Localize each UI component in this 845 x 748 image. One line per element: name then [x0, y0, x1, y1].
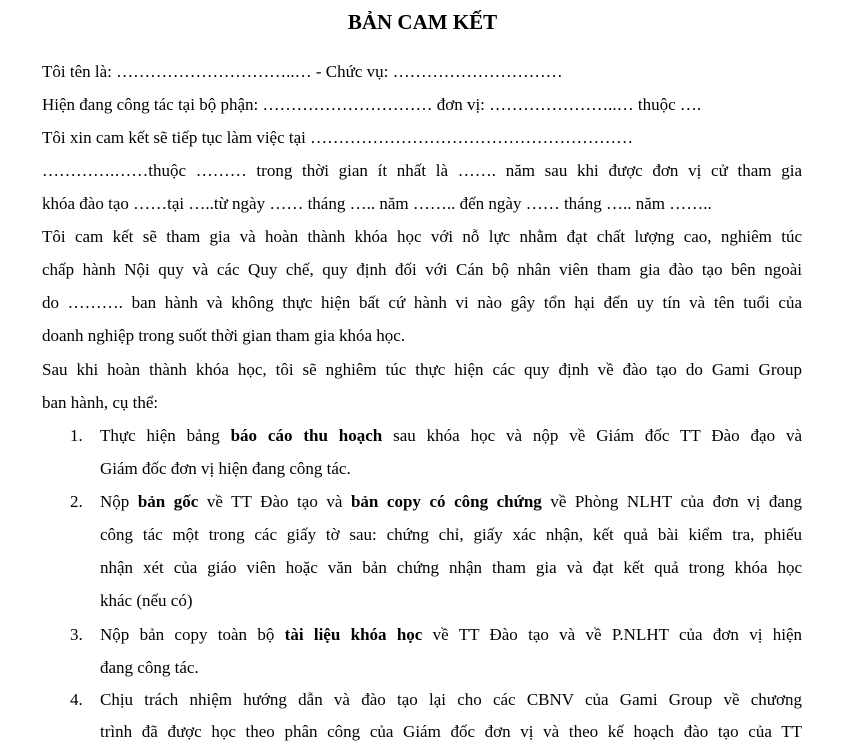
list-item-line: trình đã được học theo phân công của Giám đốc đơn vị và theo kế hoạch đào tạo của TT: [100, 722, 802, 741]
bold-term: bản gốc: [137, 492, 199, 511]
bold-term: tài liệu khóa học: [284, 625, 423, 644]
list-item-line: Giám đốc đơn vị hiện đang công tác.: [100, 459, 351, 478]
bold-term: báo cáo thu hoạch: [230, 426, 383, 445]
list-number: 1.: [70, 426, 83, 445]
course-dates-line: khóa đào tạo ……tại …..từ ngày …… tháng ….. năm …….. đến ngày …… tháng ….. năm ……..: [42, 194, 712, 213]
after-course-line: Sau khi hoàn thành khóa học, tôi sẽ nghiêm túc thực hiện các quy định về đào tạo do Gami Group: [42, 360, 802, 379]
list-item-line: Chịu trách nhiệm hướng dẫn và đào tạo lại cho các CBNV của Gami Group về chương: [100, 690, 802, 709]
commit-workplace-line: Tôi xin cam kết sẽ tiếp tục làm việc tại …………………………………………………: [42, 128, 634, 147]
list-item-line: khác (nếu có): [100, 591, 193, 610]
list-number: 2.: [70, 492, 83, 511]
list-item-line: công tác một trong các giấy tờ sau: chứng chỉ, giấy xác nhận, kết quả bài kiểm tra, phiếu: [100, 525, 802, 544]
commitment-text-line: do ………. ban hành và không thực hiện bất cứ hành vi nào gây tổn hại đến uy tín và tên tuổi của: [42, 293, 802, 312]
list-item-line: Thực hiện bảng báo cáo thu hoạch sau khóa học và nộp về Giám đốc TT Đào đạo và: [100, 426, 802, 445]
department-line: Hiện đang công tác tại bộ phận: ………………………… đơn vị: …………………..… thuộc ….: [42, 95, 702, 114]
name-position-line: Tôi tên là: …………………………..… - Chức vụ: …………………………: [42, 62, 563, 81]
commitment-text-line: doanh nghiệp trong suốt thời gian tham gia khóa học.: [42, 326, 406, 345]
bold-term: bản copy có công chứng: [350, 492, 542, 511]
list-item-line: Nộp bản copy toàn bộ tài liệu khóa học về TT Đào tạo và về P.NLHT của đơn vị hiện: [100, 625, 802, 644]
after-course-line: ban hành, cụ thể:: [42, 393, 159, 412]
list-item-line: Nộp bản gốc về TT Đào tạo và bản copy có công chứng về Phòng NLHT của đơn vị đang: [100, 492, 802, 511]
list-item-line: đang công tác.: [100, 658, 199, 677]
commitment-text-line: chấp hành Nội quy và các Quy chế, quy định đối với Cán bộ nhân viên tham gia đào tạo bên ngoài: [42, 260, 802, 279]
list-item-line: nhận xét của giáo viên hoặc văn bản chứng nhận tham gia và đạt kết quả trong khóa học: [100, 558, 802, 577]
duration-line: ………….……thuộc ……… trong thời gian ít nhất là ……. năm sau khi được đơn vị cử tham gia: [42, 161, 802, 180]
list-number: 3.: [70, 625, 83, 644]
document-title: BẢN CAM KẾT: [347, 10, 498, 34]
list-number: 4.: [70, 690, 83, 709]
commitment-text-line: Tôi cam kết sẽ tham gia và hoàn thành khóa học với nỗ lực nhằm đạt chất lượng cao, nghiêm túc: [42, 227, 802, 246]
